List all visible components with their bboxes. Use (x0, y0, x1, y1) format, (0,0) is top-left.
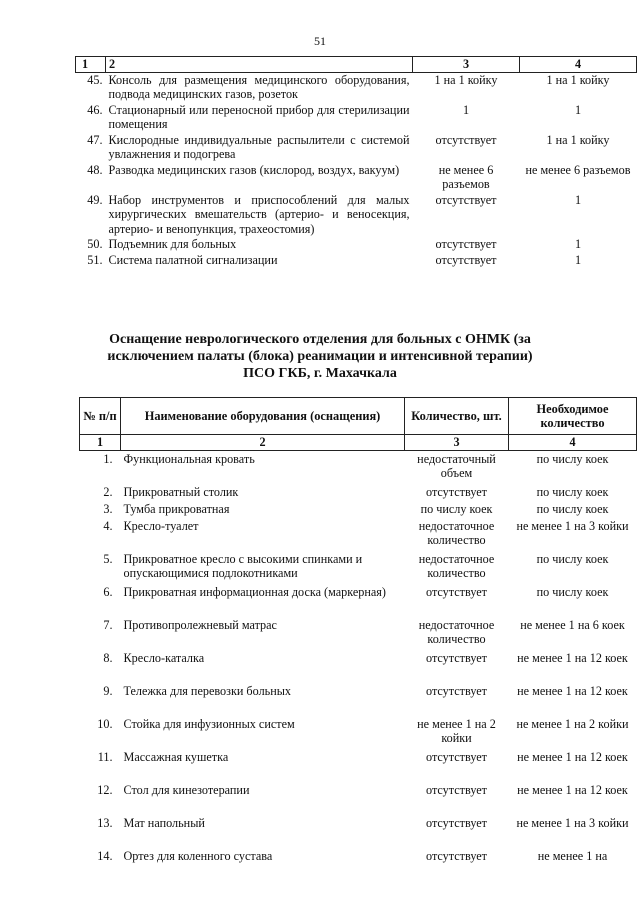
table-row (80, 450, 637, 484)
table-row (80, 749, 637, 782)
row-number: 13. (97, 815, 113, 830)
row-required: 1 (574, 252, 582, 267)
row-required: не менее 1 на (537, 848, 608, 863)
table-row (80, 650, 637, 683)
row-number: 49. (87, 192, 103, 207)
table-row (80, 617, 637, 650)
row-current: отсутствует (426, 584, 487, 599)
row-current: отсутствует (426, 815, 487, 830)
row-number: 9. (103, 683, 113, 698)
row-name: Прикроватная информационная доска (маркерная) (123, 584, 386, 599)
row-current: отсутствует (426, 848, 487, 863)
table-row (76, 103, 637, 133)
row-required: не менее 1 на 3 койки (516, 518, 629, 533)
table-index-row (80, 435, 637, 451)
row-required: 1 на 1 койку (546, 72, 610, 87)
row-name: Массажная кушетка (123, 749, 229, 764)
row-current: недостаточный объем (417, 451, 496, 480)
row-required: не менее 1 на 3 койки (516, 815, 629, 830)
row-required: по числу коек (536, 551, 609, 566)
row-name: Ортез для коленного сустава (123, 848, 273, 863)
table-row (80, 683, 637, 716)
index-cell: 3 (405, 435, 509, 451)
row-name: Противопролежневый матрас (123, 617, 277, 632)
row-number: 5. (103, 551, 113, 566)
row-current: недостаточное количество (418, 617, 495, 646)
row-name: Кресло-каталка (123, 650, 205, 665)
table-row (80, 716, 637, 749)
header-cell: 1 (76, 57, 106, 73)
table-row (76, 72, 637, 103)
row-number: 10. (97, 716, 113, 731)
row-current: недостаточное количество (418, 518, 495, 547)
row-name: Прикроватный столик (123, 484, 239, 499)
table-header-row (76, 57, 637, 73)
row-number: 51. (87, 252, 103, 267)
row-name: Подъемник для больных (108, 237, 237, 251)
header-quantity: Количество, шт. (405, 398, 509, 435)
row-required: не менее 1 на 12 коек (517, 749, 628, 764)
row-required: 1 (574, 192, 582, 207)
header-required: Необходимое количество (509, 398, 637, 435)
section-title: Оснащение неврологического отделения для больных с ОНМК (за исключением палаты (блока) реанимации и интенсивной терапии) ПСО ГКБ, г. Махачкала (107, 332, 533, 381)
row-current: отсутствует (435, 252, 497, 267)
table-row (76, 253, 637, 269)
table-row (76, 163, 637, 193)
row-required: не менее 1 на 6 коек (520, 617, 625, 632)
row-required: не менее 1 на 12 коек (517, 650, 628, 665)
row-number: 50. (87, 237, 103, 251)
row-number: 14. (97, 848, 113, 863)
row-required: по числу коек (536, 484, 609, 499)
row-current: 1 на 1 койку (434, 72, 498, 87)
table-row (80, 518, 637, 551)
row-current: недостаточное количество (418, 551, 495, 580)
table-row (80, 501, 637, 518)
row-required: 1 на 1 койку (546, 132, 610, 147)
row-current: отсутствует (426, 484, 487, 499)
row-required: не менее 1 на 2 койки (516, 716, 629, 731)
row-number: 12. (97, 782, 113, 797)
row-name: Разводка медицинских газов (кислород, воздух, вакуум) (108, 162, 400, 177)
row-current: отсутствует (435, 237, 497, 251)
table-row (80, 848, 637, 881)
row-required: по числу коек (536, 451, 609, 466)
row-current: отсутствует (426, 650, 487, 665)
row-number: 6. (103, 584, 113, 599)
table-row (80, 782, 637, 815)
row-current: отсутствует (435, 132, 497, 147)
neurology-equipment-table (79, 397, 637, 881)
row-name: Набор инструментов и приспособлений для малых хирургических вмешательств (артерио- и веносекция, артерио- и венопункция, трахеостомия) (108, 192, 410, 236)
row-number: 45. (87, 72, 103, 87)
row-number: 46. (87, 102, 103, 117)
row-current: отсутствует (426, 749, 487, 764)
row-number: 47. (87, 132, 103, 147)
index-cell: 2 (121, 435, 405, 451)
row-current: отсутствует (426, 782, 487, 797)
row-name: Кислородные индивидуальные распылители с системой увлажнения и подогрева (108, 132, 410, 161)
header-num: № п/п (80, 398, 121, 435)
table-row (76, 133, 637, 163)
row-current: по числу коек (420, 501, 493, 516)
row-number: 48. (87, 162, 103, 177)
row-required: 1 (574, 102, 582, 117)
row-number: 8. (103, 650, 113, 665)
row-number: 11. (97, 749, 113, 764)
row-current: отсутствует (426, 683, 487, 698)
table-row (76, 193, 637, 238)
row-current: 1 (462, 102, 470, 117)
row-required: по числу коек (536, 584, 609, 599)
row-name: Стационарный или переносной прибор для стерилизации помещения (108, 102, 410, 131)
row-number: 4. (103, 518, 113, 533)
table-row (76, 237, 637, 253)
row-name: Прикроватное кресло с высокими спинками и опускающимися подлокотниками (123, 551, 363, 580)
row-number: 1. (103, 451, 113, 466)
header-name: Наименование оборудования (оснащения) (121, 398, 405, 435)
table-row (80, 484, 637, 501)
table-row (80, 584, 637, 617)
row-required: не менее 1 на 12 коек (517, 683, 628, 698)
row-number: 7. (103, 617, 113, 632)
row-required: не менее 6 разъемов (525, 162, 631, 177)
row-current: отсутствует (435, 192, 497, 207)
row-name: Стойка для инфузионных систем (123, 716, 295, 731)
row-name: Функциональная кровать (123, 451, 255, 466)
page-number: 51 (314, 34, 326, 48)
row-name: Стол для кинезотерапии (123, 782, 250, 797)
row-current: не менее 1 на 2 койки (417, 716, 496, 745)
header-cell: 3 (413, 57, 520, 73)
row-required: 1 (574, 237, 582, 251)
row-required: по числу коек (536, 501, 609, 516)
row-number: 2. (103, 484, 113, 499)
row-name: Тумба прикроватная (123, 501, 230, 516)
row-current: не менее 6 разъемов (438, 162, 494, 191)
table-row (80, 551, 637, 584)
row-number: 3. (103, 501, 113, 516)
header-cell: 2 (106, 57, 413, 73)
index-cell: 4 (509, 435, 637, 451)
header-cell: 4 (520, 57, 637, 73)
table-row (80, 815, 637, 848)
row-name: Тележка для перевозки больных (123, 683, 292, 698)
row-name: Система палатной сигнализации (108, 252, 278, 267)
row-name: Консоль для размещения медицинского оборудования, подвода медицинских газов, розеток (108, 72, 410, 101)
index-cell: 1 (80, 435, 121, 451)
row-required: не менее 1 на 12 коек (517, 782, 628, 797)
equipment-table-continued (75, 56, 637, 268)
row-name: Мат напольный (123, 815, 205, 830)
row-name: Кресло-туалет (123, 518, 199, 533)
table-header-row (80, 398, 637, 435)
